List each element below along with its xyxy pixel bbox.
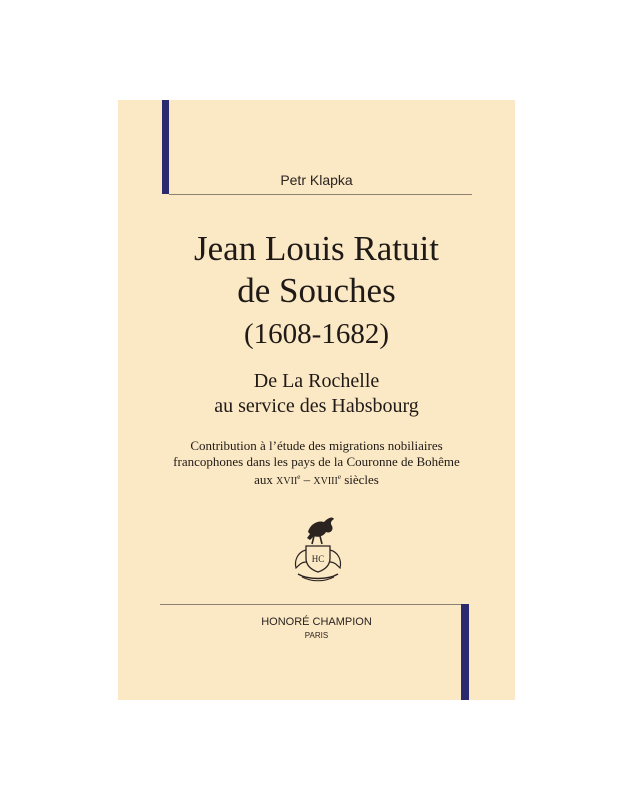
century-dash: – (300, 472, 314, 487)
century-1-suffix: e (297, 473, 301, 481)
publisher-name: HONORÉ CHAMPION (261, 616, 372, 628)
title-line-1: Jean Louis Ratuit (194, 229, 439, 268)
description-line-2: francophones dans les pays de la Couronne de Bohême (173, 454, 460, 469)
subtitle-line-1: De La Rochelle (253, 370, 380, 392)
subtitle-line-2: au service des Habsbourg (214, 395, 419, 417)
description-line-1: Contribution à l’étude des migrations nobiliaires (190, 438, 443, 453)
title-dates: (1608-1682) (244, 318, 389, 350)
description-line-3 (118, 470, 515, 489)
publisher-emblem-icon (288, 510, 348, 585)
description-prefix: aux (254, 472, 277, 487)
author-name: Petr Klapka (280, 172, 353, 188)
description-suffix: siècles (340, 472, 379, 487)
century-2-suffix: e (337, 473, 341, 481)
century-2: XVIII (313, 476, 338, 487)
title-line-2: de Souches (237, 271, 396, 310)
book-cover (118, 100, 515, 700)
century-1: XVII (276, 476, 298, 487)
bottom-rule (160, 604, 461, 605)
emblem-monogram: HC (311, 554, 325, 564)
publisher-city: PARIS (304, 631, 329, 640)
top-rule (169, 194, 472, 195)
